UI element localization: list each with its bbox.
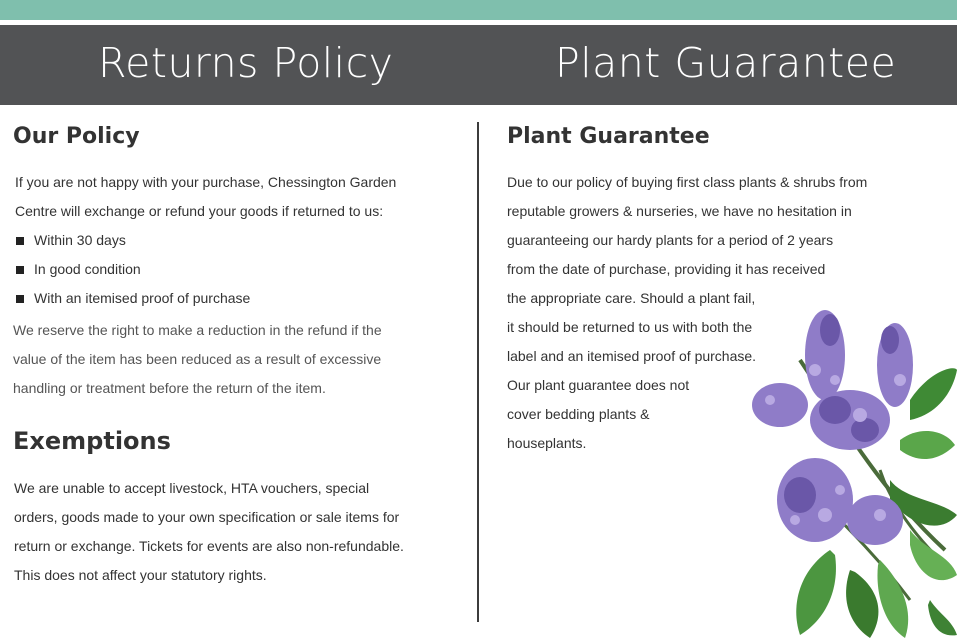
- note-line: value of the item has been reduced as a result of excessive: [13, 351, 382, 367]
- exemptions-line: orders, goods made to your own specification or sale items for: [14, 509, 400, 525]
- note-line: We reserve the right to make a reduction in the refund if the: [13, 322, 382, 338]
- refund-reduction-note: [13, 316, 468, 403]
- guarantee-line: Due to our policy of buying first class plants & shrubs from: [507, 174, 868, 190]
- returns-policy-title: Returns Policy: [98, 39, 394, 87]
- exemptions-line: We are unable to accept livestock, HTA vouchers, special: [14, 480, 370, 496]
- square-bullet-icon: [16, 266, 24, 274]
- guarantee-line: label and an itemised proof of purchase.: [507, 348, 757, 364]
- plant-guarantee-title: Plant Guarantee: [555, 39, 897, 87]
- list-item: [15, 255, 468, 284]
- exemptions-heading: Exemptions: [13, 427, 171, 455]
- top-accent-stripe: [0, 0, 957, 20]
- policy-intro-line: Centre will exchange or refund your goods if returned to us:: [15, 203, 384, 219]
- exemptions-line: return or exchange. Tickets for events are also non-refundable.: [14, 538, 404, 554]
- square-bullet-icon: [16, 295, 24, 303]
- lilac-flower-icon: [740, 300, 957, 638]
- returns-column: [13, 124, 468, 590]
- guarantee-line: cover bedding plants &: [507, 406, 650, 422]
- guarantee-line: houseplants.: [507, 435, 587, 451]
- policy-intro-line: If you are not happy with your purchase, Chessington Garden: [15, 174, 397, 190]
- bullet-text: Within 30 days: [34, 232, 126, 248]
- guarantee-line: the appropriate care. Should a plant fail,: [507, 290, 756, 306]
- guarantee-line: Our plant guarantee does not: [507, 377, 690, 393]
- exemptions-line: This does not affect your statutory rights.: [14, 567, 267, 583]
- exemptions-text: [13, 474, 468, 590]
- bullet-text: In good condition: [34, 261, 141, 277]
- plant-guarantee-heading: Plant Guarantee: [507, 124, 710, 149]
- our-policy-heading: Our Policy: [13, 124, 140, 149]
- guarantee-line: guaranteeing our hardy plants for a period of 2 years: [507, 232, 834, 248]
- policy-bullet-list: [13, 226, 468, 313]
- square-bullet-icon: [16, 237, 24, 245]
- column-divider: [477, 122, 479, 622]
- header-banner: [0, 25, 957, 105]
- bullet-text: With an itemised proof of purchase: [34, 290, 251, 306]
- guarantee-line: reputable growers & nurseries, we have no hesitation in: [507, 203, 852, 219]
- guarantee-line: from the date of purchase, providing it has received: [507, 261, 826, 277]
- list-item: [15, 284, 468, 313]
- policy-intro: [13, 168, 468, 226]
- list-item: [15, 226, 468, 255]
- note-line: handling or treatment before the return of the item.: [13, 380, 326, 396]
- guarantee-line: it should be returned to us with both the: [507, 319, 753, 335]
